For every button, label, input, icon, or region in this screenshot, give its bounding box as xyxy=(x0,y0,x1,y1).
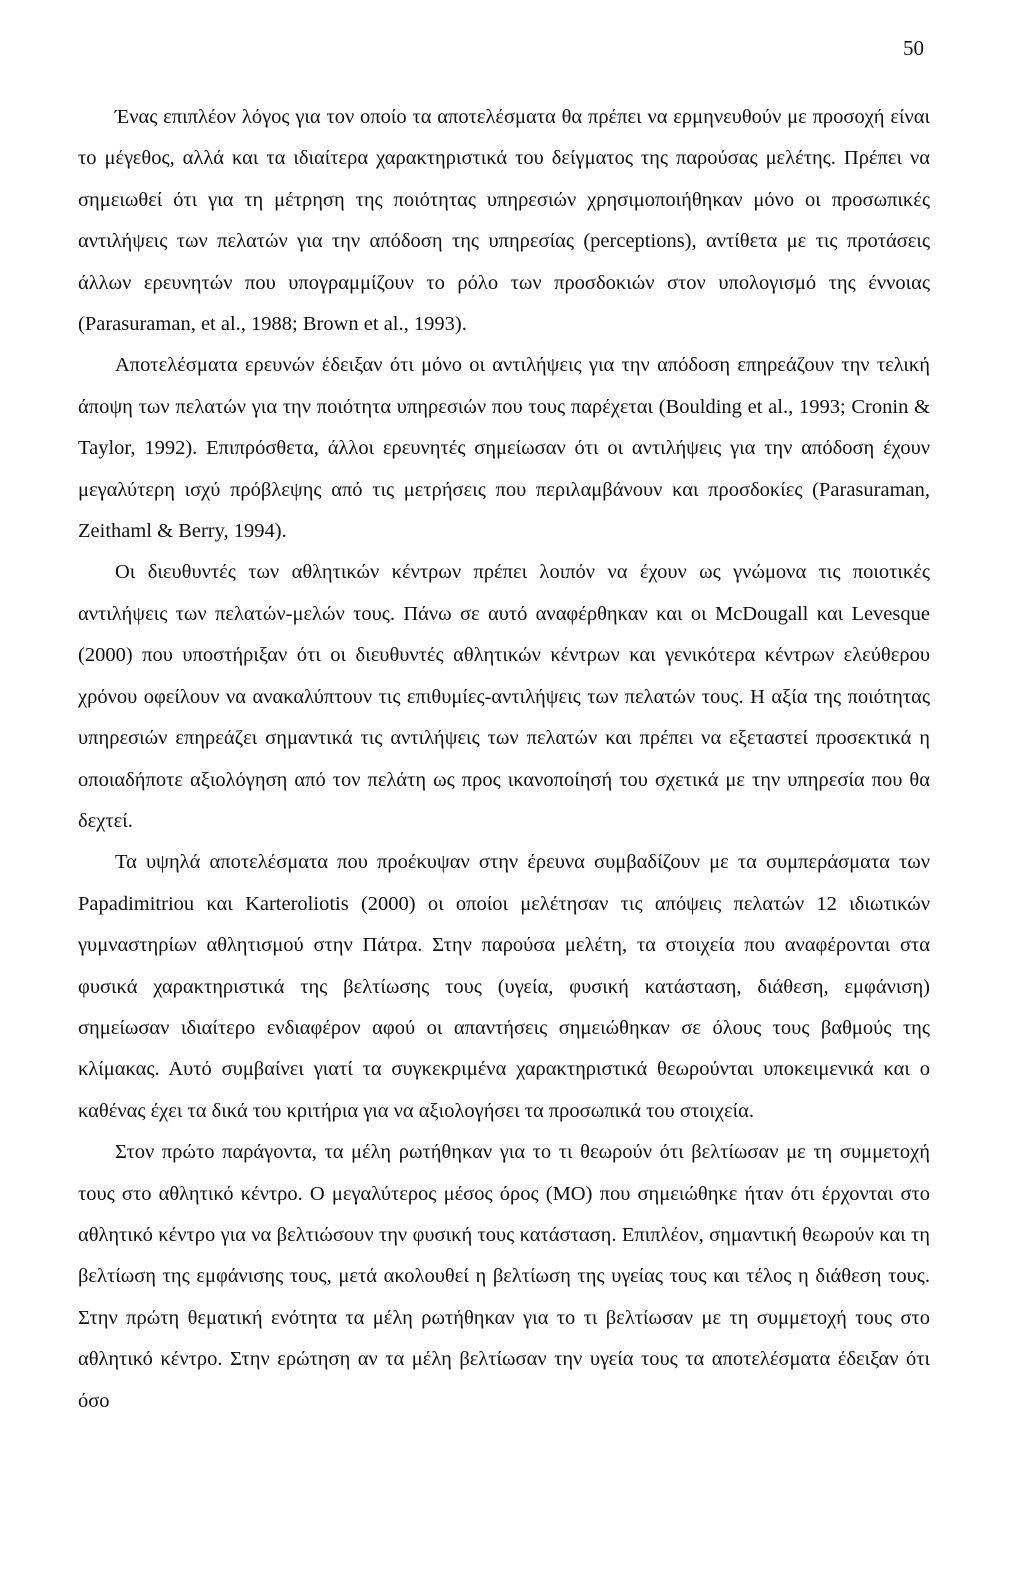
paragraph-perceptions-research: Αποτελέσματα ερευνών έδειξαν ότι μόνο οι αντιλήψεις για την απόδοση επηρεάζουν την τελική άποψη των πελατών για την ποιότητα υπηρεσιών που τους παρέχεται (Boulding et al., 1993; Cronin & Taylor, 1992). Επιπρόσθετα, άλλοι ερευνητές σημείωσαν ότι οι αντιλήψεις για την απόδοση έχουν μεγαλύτερη ισχύ πρόβλεψης από τις μετρήσεις που περιλαμβάνουν και προσδοκίες (Parasuraman, Zeithaml & Berry, 1994). xyxy=(78,354,930,543)
paragraph-first-factor: Στον πρώτο παράγοντα, τα μέλη ρωτήθηκαν για το τι θεωρούν ότι βελτίωσαν με τη συμμετοχή τους στο αθλητικό κέντρο. Ο μεγαλύτερος μέσος όρος (ΜΟ) που σημειώθηκε ήταν ότι έρχονται στο αθλητικό κέντρο για να βελτιώσουν την φυσική τους κατάσταση. Επιπλέον, σημαντική θεωρούν και τη βελτίωση της εμφάνισης τους, μετά ακολουθεί η βελτίωση της υγείας τους και τέλος η διάθεση τους. Στην πρώτη θεματική ενότητα τα μέλη ρωτήθηκαν για το τι βελτίωσαν με τη συμμετοχή τους στο αθλητικό κέντρο. Στην ερώτηση αν τα μέλη βελτίωσαν την υγεία τους τα αποτελέσματα έδειξαν ότι όσο xyxy=(78,1141,930,1412)
body-text xyxy=(78,97,930,1422)
paragraph-high-results: Τα υψηλά αποτελέσματα που προέκυψαν στην έρευνα συμβαδίζουν με τα συμπεράσματα των Papadimitriou και Karteroliotis (2000) οι οποίοι μελέτησαν τις απόψεις πελατών 12 ιδιωτικών γυμναστηρίων αθλητισμού στην Πάτρα. Στην παρούσα μελέτη, τα στοιχεία που αναφέρονται στα φυσικά χαρακτηριστικά της βελτίωσης τους (υγεία, φυσική κατάσταση, διάθεση, εμφάνιση) σημείωσαν ιδιαίτερο ενδιαφέρον αφού οι απαντήσεις σημειώθηκαν σε όλους τους βαθμούς της κλίμακας. Αυτό συμβαίνει γιατί τα συγκεκριμένα χαρακτηριστικά θεωρούνται υποκειμενικά και ο καθένας έχει τα δικά του κριτήρια για να αξιολογήσει τα προσωπικά του στοιχεία. xyxy=(78,851,930,1122)
page-number: 50 xyxy=(903,36,924,60)
paragraph-limitations: Ένας επιπλέον λόγος για τον οποίο τα αποτελέσματα θα πρέπει να ερμηνευθούν με προσοχή είναι το μέγεθος, αλλά και τα ιδιαίτερα χαρακτηριστικά του δείγματος της παρούσας μελέτης. Πρέπει να σημειωθεί ότι για τη μέτρηση της ποιότητας υπηρεσιών χρησιμοποιήθηκαν μόνο οι προσωπικές αντιλήψεις των πελατών για την απόδοση της υπηρεσίας (perceptions), αντίθετα με τις προτάσεις άλλων ερευνητών που υπογραμμίζουν το ρόλο των προσδοκιών στον υπολογισμό της έννοιας (Parasuraman, et al., 1988; Brown et al., 1993). xyxy=(78,106,930,336)
paragraph-managers: Οι διευθυντές των αθλητικών κέντρων πρέπει λοιπόν να έχουν ως γνώμονα τις ποιοτικές αντιλήψεις των πελατών-μελών τους. Πάνω σε αυτό αναφέρθηκαν και οι McDougall και Levesque (2000) που υποστήριξαν ότι οι διευθυντές αθλητικών κέντρων και γενικότερα κέντρων ελεύθερου χρόνου οφείλουν να ανακαλύπτουν τις επιθυμίες-αντιλήψεις των πελατών τους. Η αξία της ποιότητας υπηρεσιών επηρεάζει σημαντικά τις αντιλήψεις των πελατών και πρέπει να εξεταστεί προσεκτικά η οποιαδήποτε αξιολόγηση από τον πελάτη ως προς ικανοποίησή του σχετικά με την υπηρεσία που θα δεχτεί. xyxy=(78,561,930,832)
